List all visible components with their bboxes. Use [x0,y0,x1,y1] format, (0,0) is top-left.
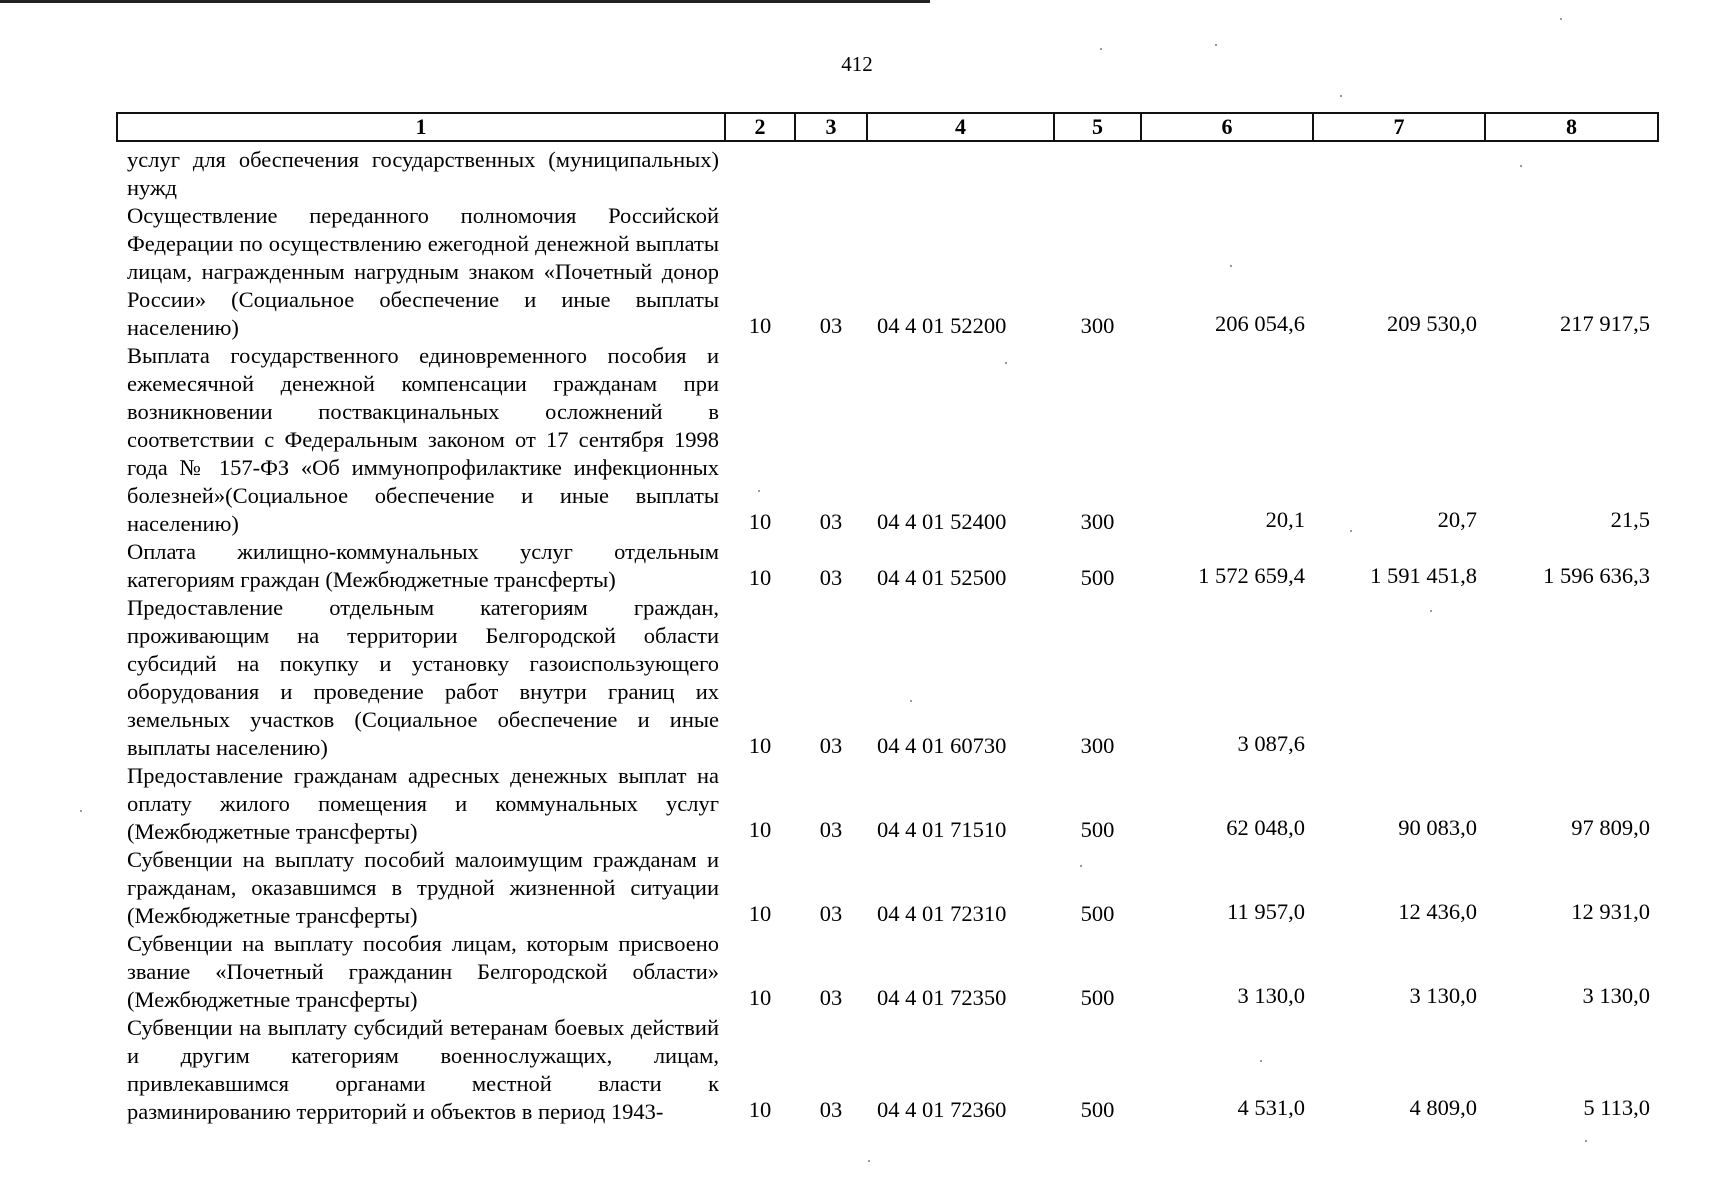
amount-col-6: 3 130,0 [1237,983,1305,1008]
row-description: Предоставление гражданам адресных денежных выплат на оплату жилого помещения и коммунальных услуг (Межбюджетные трансферты) [127,763,719,844]
expense-type-code: 300 [1080,733,1115,758]
scan-speck [1100,48,1102,50]
expense-type-code: 300 [1080,313,1115,338]
scan-speck [1520,165,1522,167]
column-number-header-row [117,113,1658,141]
amount-col-8: 12 931,0 [1571,899,1650,924]
target-article-code: 04 4 01 52500 [877,565,1007,590]
amount-col-8: 5 113,0 [1583,1095,1650,1120]
page-number: 412 [841,52,873,76]
target-article-code [867,141,1054,202]
row-description: Субвенции на выплату пособия лицам, которым присвоено звание «Почетный гражданин Белгородской области» (Межбюджетные трансферты) [127,931,719,1012]
target-article-code: 04 4 01 72310 [877,901,1007,926]
amount-col-6: 1 572 659,4 [1198,563,1305,588]
section-code: 10 [748,509,772,534]
column-header-8: 8 [1485,113,1658,141]
amount-col-6: 206 054,6 [1215,311,1305,336]
expense-type-code: 300 [1080,509,1115,534]
section-code: 10 [748,1097,772,1122]
scan-speck [910,700,912,702]
row-description: Предоставление отдельным категориям граждан, проживающим на территории Белгородской области субсидий на покупку и установку газоиспользующего оборудования и проведение работ внутри границ их земельных участков (Социальное обеспечение и иные выплаты населению) [127,595,719,760]
column-header-4: 4 [867,113,1054,141]
subsection-code: 03 [819,1097,843,1122]
expense-type-code: 500 [1080,565,1115,590]
table-row [117,538,1658,594]
budget-table-sheet [116,112,1657,1126]
expense-type-code: 500 [1080,1097,1115,1122]
subsection-code: 03 [819,313,843,338]
table-row [117,762,1658,846]
expense-type-code: 500 [1080,901,1115,926]
amount-col-8: 217 917,5 [1560,311,1650,336]
column-header-7: 7 [1313,113,1485,141]
subsection-code: 03 [819,985,843,1010]
amount-col-8 [1485,141,1658,202]
amount-col-8: 1 596 636,3 [1543,563,1650,588]
target-article-code: 04 4 01 72350 [877,985,1007,1010]
section-code: 10 [748,817,772,842]
subsection-code: 03 [819,733,843,758]
amount-col-8: 97 809,0 [1571,815,1650,840]
amount-col-8 [1485,594,1658,762]
target-article-code: 04 4 01 60730 [877,733,1007,758]
table-row [117,1014,1658,1126]
target-article-code: 04 4 01 71510 [877,817,1007,842]
section-code: 10 [748,733,772,758]
amount-col-7: 12 436,0 [1398,899,1477,924]
budget-table [116,112,1659,1126]
scan-speck [80,810,82,812]
amount-col-6: 20,1 [1265,507,1305,532]
table-row [117,930,1658,1014]
row-description: Субвенции на выплату субсидий ветеранам боевых действий и другим категориям военнослужащих, лицам, привлекавшимся органами местной власти к разминированию территорий и объектов в период 1943- [127,1015,719,1124]
subsection-code: 03 [819,565,843,590]
column-header-6: 6 [1141,113,1313,141]
table-row [117,594,1658,762]
scan-speck [1340,95,1342,97]
scan-speck [1350,530,1352,532]
amount-col-7 [1313,141,1485,202]
scan-speck [1560,18,1562,20]
subsection-code: 03 [819,901,843,926]
amount-col-8: 21,5 [1610,507,1650,532]
column-header-5: 5 [1054,113,1141,141]
amount-col-6: 4 531,0 [1237,1095,1305,1120]
subsection-code: 03 [819,817,843,842]
section-code: 10 [748,901,772,926]
scan-speck [1430,610,1432,612]
section-code: 10 [748,985,772,1010]
scan-speck [1215,44,1217,46]
subsection-code [795,141,867,202]
amount-col-6: 11 957,0 [1227,899,1305,924]
amount-col-7: 4 809,0 [1409,1095,1477,1120]
amount-col-6 [1141,141,1313,202]
table-row [117,141,1658,202]
column-header-1: 1 [117,113,725,141]
table-row [117,846,1658,930]
section-code: 10 [748,313,772,338]
amount-col-8: 3 130,0 [1582,983,1650,1008]
row-description: Осуществление переданного полномочия Российской Федерации по осуществлению ежегодной денежной выплаты лицам, награжденным нагрудным знаком «Почетный донор России» (Социальное обеспечение и иные выплаты населению) [127,203,719,340]
target-article-code: 04 4 01 52400 [877,509,1007,534]
row-description: услуг для обеспечения государственных (муниципальных) нужд [127,147,719,200]
amount-col-6: 3 087,6 [1237,731,1305,756]
column-header-3: 3 [795,113,867,141]
scan-speck [758,490,760,492]
scan-speck [1080,865,1082,867]
expense-type-code: 500 [1080,985,1115,1010]
scan-speck [868,1160,870,1162]
expense-type-code: 500 [1080,817,1115,842]
amount-col-6: 62 048,0 [1226,815,1305,840]
top-edge-rule [0,0,930,3]
table-row [117,202,1658,342]
amount-col-7: 20,7 [1437,507,1477,532]
target-article-code: 04 4 01 52200 [877,313,1007,338]
amount-col-7 [1313,594,1485,762]
column-header-2: 2 [725,113,795,141]
amount-col-7: 209 530,0 [1387,311,1477,336]
amount-col-7: 3 130,0 [1409,983,1477,1008]
row-description: Субвенции на выплату пособий малоимущим гражданам и гражданам, оказавшимся в трудной жизненной ситуации (Межбюджетные трансферты) [127,847,719,928]
scan-speck [1260,1060,1262,1062]
row-description: Оплата жилищно-коммунальных услуг отдельным категориям граждан (Межбюджетные трансферты) [127,539,719,592]
section-code: 10 [748,565,772,590]
expense-type-code [1054,141,1141,202]
subsection-code: 03 [819,509,843,534]
row-description: Выплата государственного единовременного пособия и ежемесячной денежной компенсации гражданам при возникновении поствакцинальных осложнений в соответствии с Федеральным законом от 17 сентября 1998 года № 157-ФЗ «Об иммунопрофилактике инфекционных болезней»(Социальное обеспечение и иные выплаты населению) [127,343,719,536]
amount-col-7: 90 083,0 [1398,815,1477,840]
table-row [117,342,1658,538]
scan-speck [1230,265,1232,267]
scan-speck [1585,1140,1587,1142]
scan-speck [1005,362,1007,364]
section-code [725,141,795,202]
amount-col-7: 1 591 451,8 [1370,563,1477,588]
target-article-code: 04 4 01 72360 [877,1097,1007,1122]
